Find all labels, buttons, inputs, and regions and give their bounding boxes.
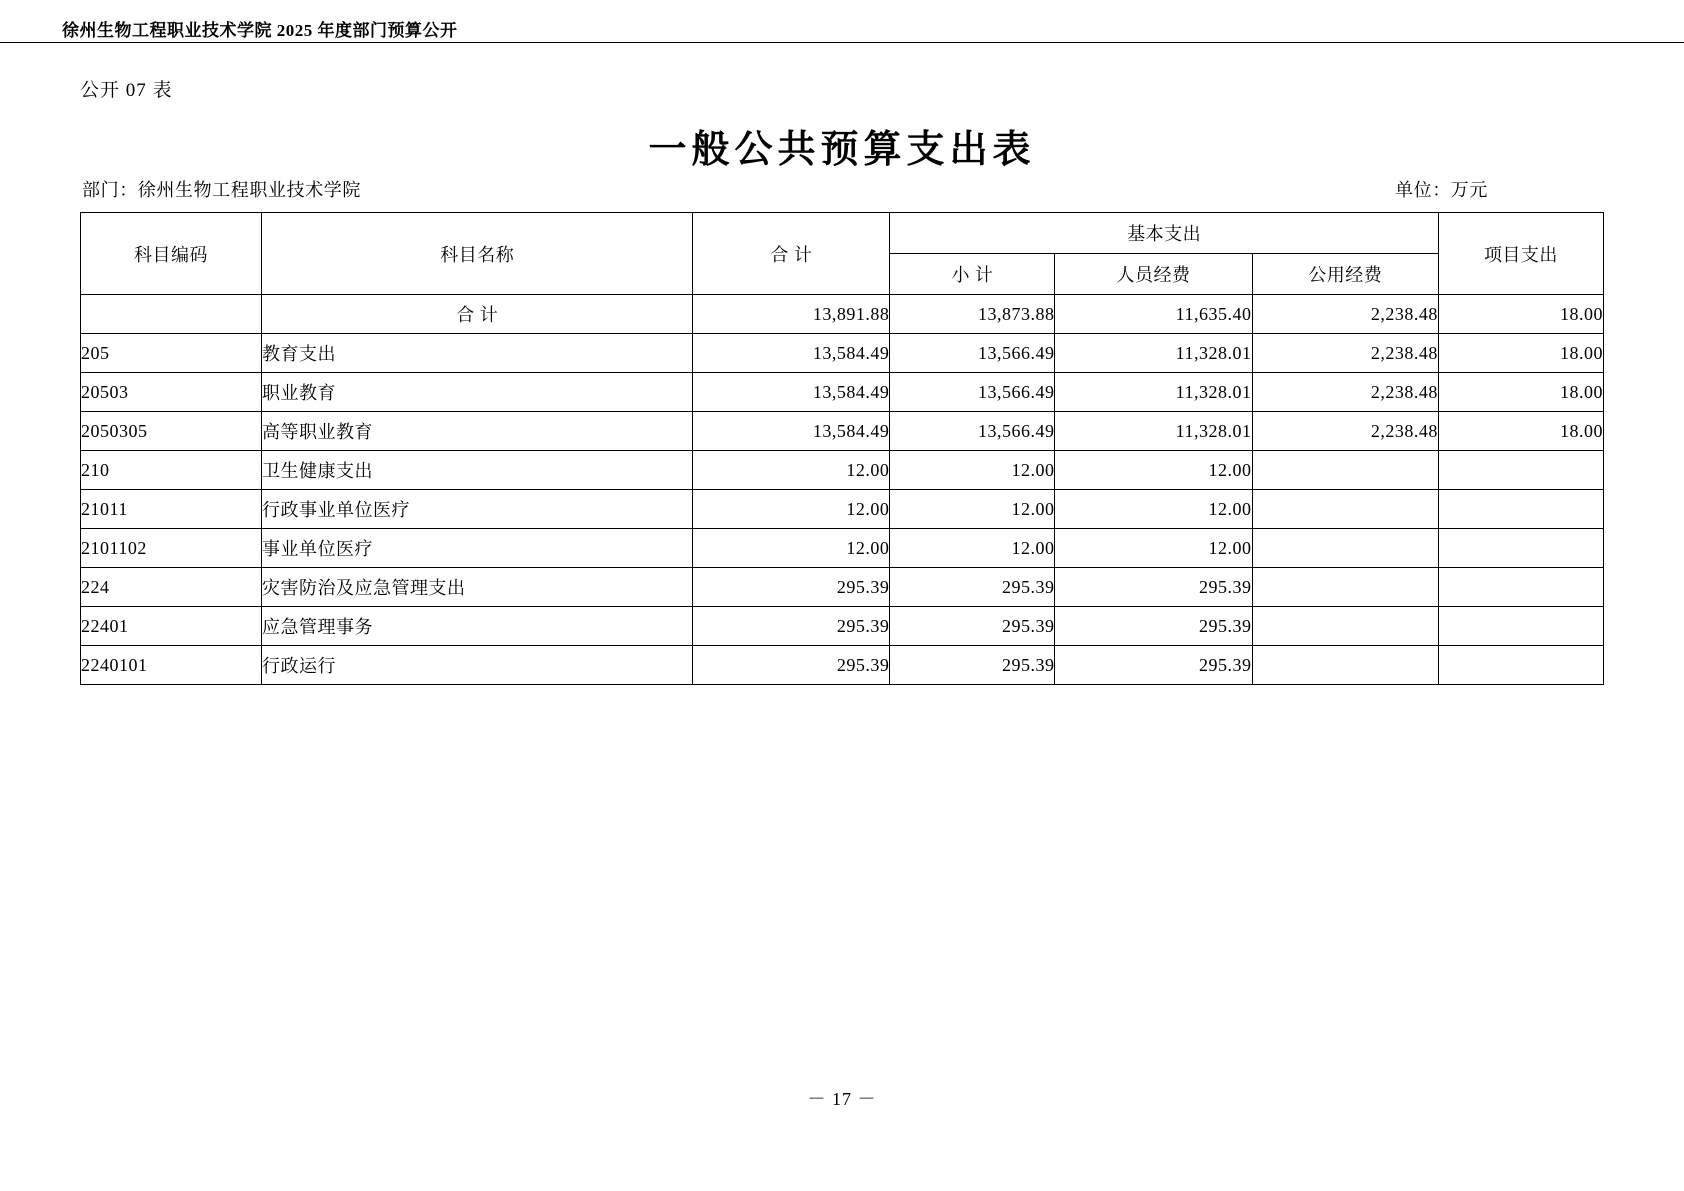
- cell-project: 18.00: [1438, 412, 1603, 451]
- cell-total: 13,584.49: [693, 412, 890, 451]
- cell-public: 2,238.48: [1252, 373, 1438, 412]
- cell-sub: 12.00: [890, 490, 1055, 529]
- cell-name: 灾害防治及应急管理支出: [262, 568, 693, 607]
- table-body: [81, 295, 1604, 685]
- cell-code: 224: [81, 568, 262, 607]
- cell-personnel: 12.00: [1055, 529, 1252, 568]
- cell-personnel: 12.00: [1055, 490, 1252, 529]
- form-number-label: 公开 07 表: [80, 80, 173, 101]
- page-number: － 17 －: [807, 1089, 877, 1109]
- cell-name: 应急管理事务: [262, 607, 693, 646]
- column-header-public-funds: 公用经费: [1252, 254, 1438, 295]
- cell-public: 2,238.48: [1252, 334, 1438, 373]
- cell-project: [1438, 451, 1603, 490]
- cell-total: 12.00: [693, 490, 890, 529]
- cell-personnel: 295.39: [1055, 607, 1252, 646]
- cell-total: 13,891.88: [693, 295, 890, 334]
- table-head: [81, 213, 1604, 295]
- table-row: [81, 529, 1604, 568]
- cell-project: [1438, 568, 1603, 607]
- cell-total: 295.39: [693, 568, 890, 607]
- cell-public: 2,238.48: [1252, 412, 1438, 451]
- cell-code: 22401: [81, 607, 262, 646]
- page-header: [0, 0, 1684, 44]
- cell-public: [1252, 529, 1438, 568]
- column-header-code: 科目编码: [81, 213, 262, 295]
- cell-name: 行政运行: [262, 646, 693, 685]
- cell-name: 教育支出: [262, 334, 693, 373]
- table-row: [81, 451, 1604, 490]
- column-header-total: 合 计: [693, 213, 890, 295]
- cell-personnel: 11,328.01: [1055, 373, 1252, 412]
- cell-code: 20503: [81, 373, 262, 412]
- cell-sub: 13,566.49: [890, 412, 1055, 451]
- cell-total: 295.39: [693, 646, 890, 685]
- cell-total: 12.00: [693, 529, 890, 568]
- table-header-row-1: [81, 213, 1604, 254]
- table-row: [81, 334, 1604, 373]
- page-title: 一般公共预算支出表: [648, 129, 1036, 171]
- cell-code: 2050305: [81, 412, 262, 451]
- cell-total: 12.00: [693, 451, 890, 490]
- cell-name: 事业单位医疗: [262, 529, 693, 568]
- cell-code: 2240101: [81, 646, 262, 685]
- header-divider: [0, 42, 1684, 43]
- cell-project: 18.00: [1438, 334, 1603, 373]
- cell-personnel: 295.39: [1055, 568, 1252, 607]
- cell-personnel: 11,328.01: [1055, 334, 1252, 373]
- cell-public: [1252, 568, 1438, 607]
- cell-public: [1252, 607, 1438, 646]
- cell-project: 18.00: [1438, 373, 1603, 412]
- cell-name: 卫生健康支出: [262, 451, 693, 490]
- cell-personnel: 11,635.40: [1055, 295, 1252, 334]
- cell-personnel: 11,328.01: [1055, 412, 1252, 451]
- table-row: [81, 490, 1604, 529]
- cell-project: 18.00: [1438, 295, 1603, 334]
- cell-total: 13,584.49: [693, 373, 890, 412]
- cell-public: [1252, 490, 1438, 529]
- budget-expenditure-table: [80, 212, 1604, 685]
- cell-name: 行政事业单位医疗: [262, 490, 693, 529]
- cell-sub: 13,566.49: [890, 373, 1055, 412]
- cell-name: 高等职业教育: [262, 412, 693, 451]
- cell-project: [1438, 490, 1603, 529]
- cell-personnel: 295.39: [1055, 646, 1252, 685]
- column-header-project-expenditure: 项目支出: [1438, 213, 1603, 295]
- cell-project: [1438, 646, 1603, 685]
- cell-code: 21011: [81, 490, 262, 529]
- department-line: 部门：徐州生物工程职业技术学院: [82, 180, 361, 200]
- cell-total: 295.39: [693, 607, 890, 646]
- column-header-basic-expenditure: 基本支出: [890, 213, 1438, 254]
- cell-code: [81, 295, 262, 334]
- cell-sub: 295.39: [890, 646, 1055, 685]
- column-header-name: 科目名称: [262, 213, 693, 295]
- table-row: [81, 568, 1604, 607]
- cell-sub: 13,873.88: [890, 295, 1055, 334]
- cell-sub: 295.39: [890, 607, 1055, 646]
- unit-line: 单位：万元: [1395, 180, 1488, 200]
- cell-code: 210: [81, 451, 262, 490]
- cell-personnel: 12.00: [1055, 451, 1252, 490]
- cell-sub: 12.00: [890, 451, 1055, 490]
- running-header-title: 徐州生物工程职业技术学院 2025 年度部门预算公开: [62, 21, 458, 40]
- column-header-basic-subtotal: 小 计: [890, 254, 1055, 295]
- cell-name: 合 计: [262, 295, 693, 334]
- table-row: [81, 373, 1604, 412]
- column-header-personnel-funds: 人员经费: [1055, 254, 1252, 295]
- table-row: [81, 412, 1604, 451]
- cell-total: 13,584.49: [693, 334, 890, 373]
- cell-project: [1438, 607, 1603, 646]
- table-row: [81, 607, 1604, 646]
- cell-public: 2,238.48: [1252, 295, 1438, 334]
- table-row: [81, 646, 1604, 685]
- cell-public: [1252, 451, 1438, 490]
- table-row: [81, 295, 1604, 334]
- cell-sub: 13,566.49: [890, 334, 1055, 373]
- cell-project: [1438, 529, 1603, 568]
- cell-code: 205: [81, 334, 262, 373]
- cell-sub: 12.00: [890, 529, 1055, 568]
- cell-public: [1252, 646, 1438, 685]
- cell-name: 职业教育: [262, 373, 693, 412]
- cell-code: 2101102: [81, 529, 262, 568]
- cell-sub: 295.39: [890, 568, 1055, 607]
